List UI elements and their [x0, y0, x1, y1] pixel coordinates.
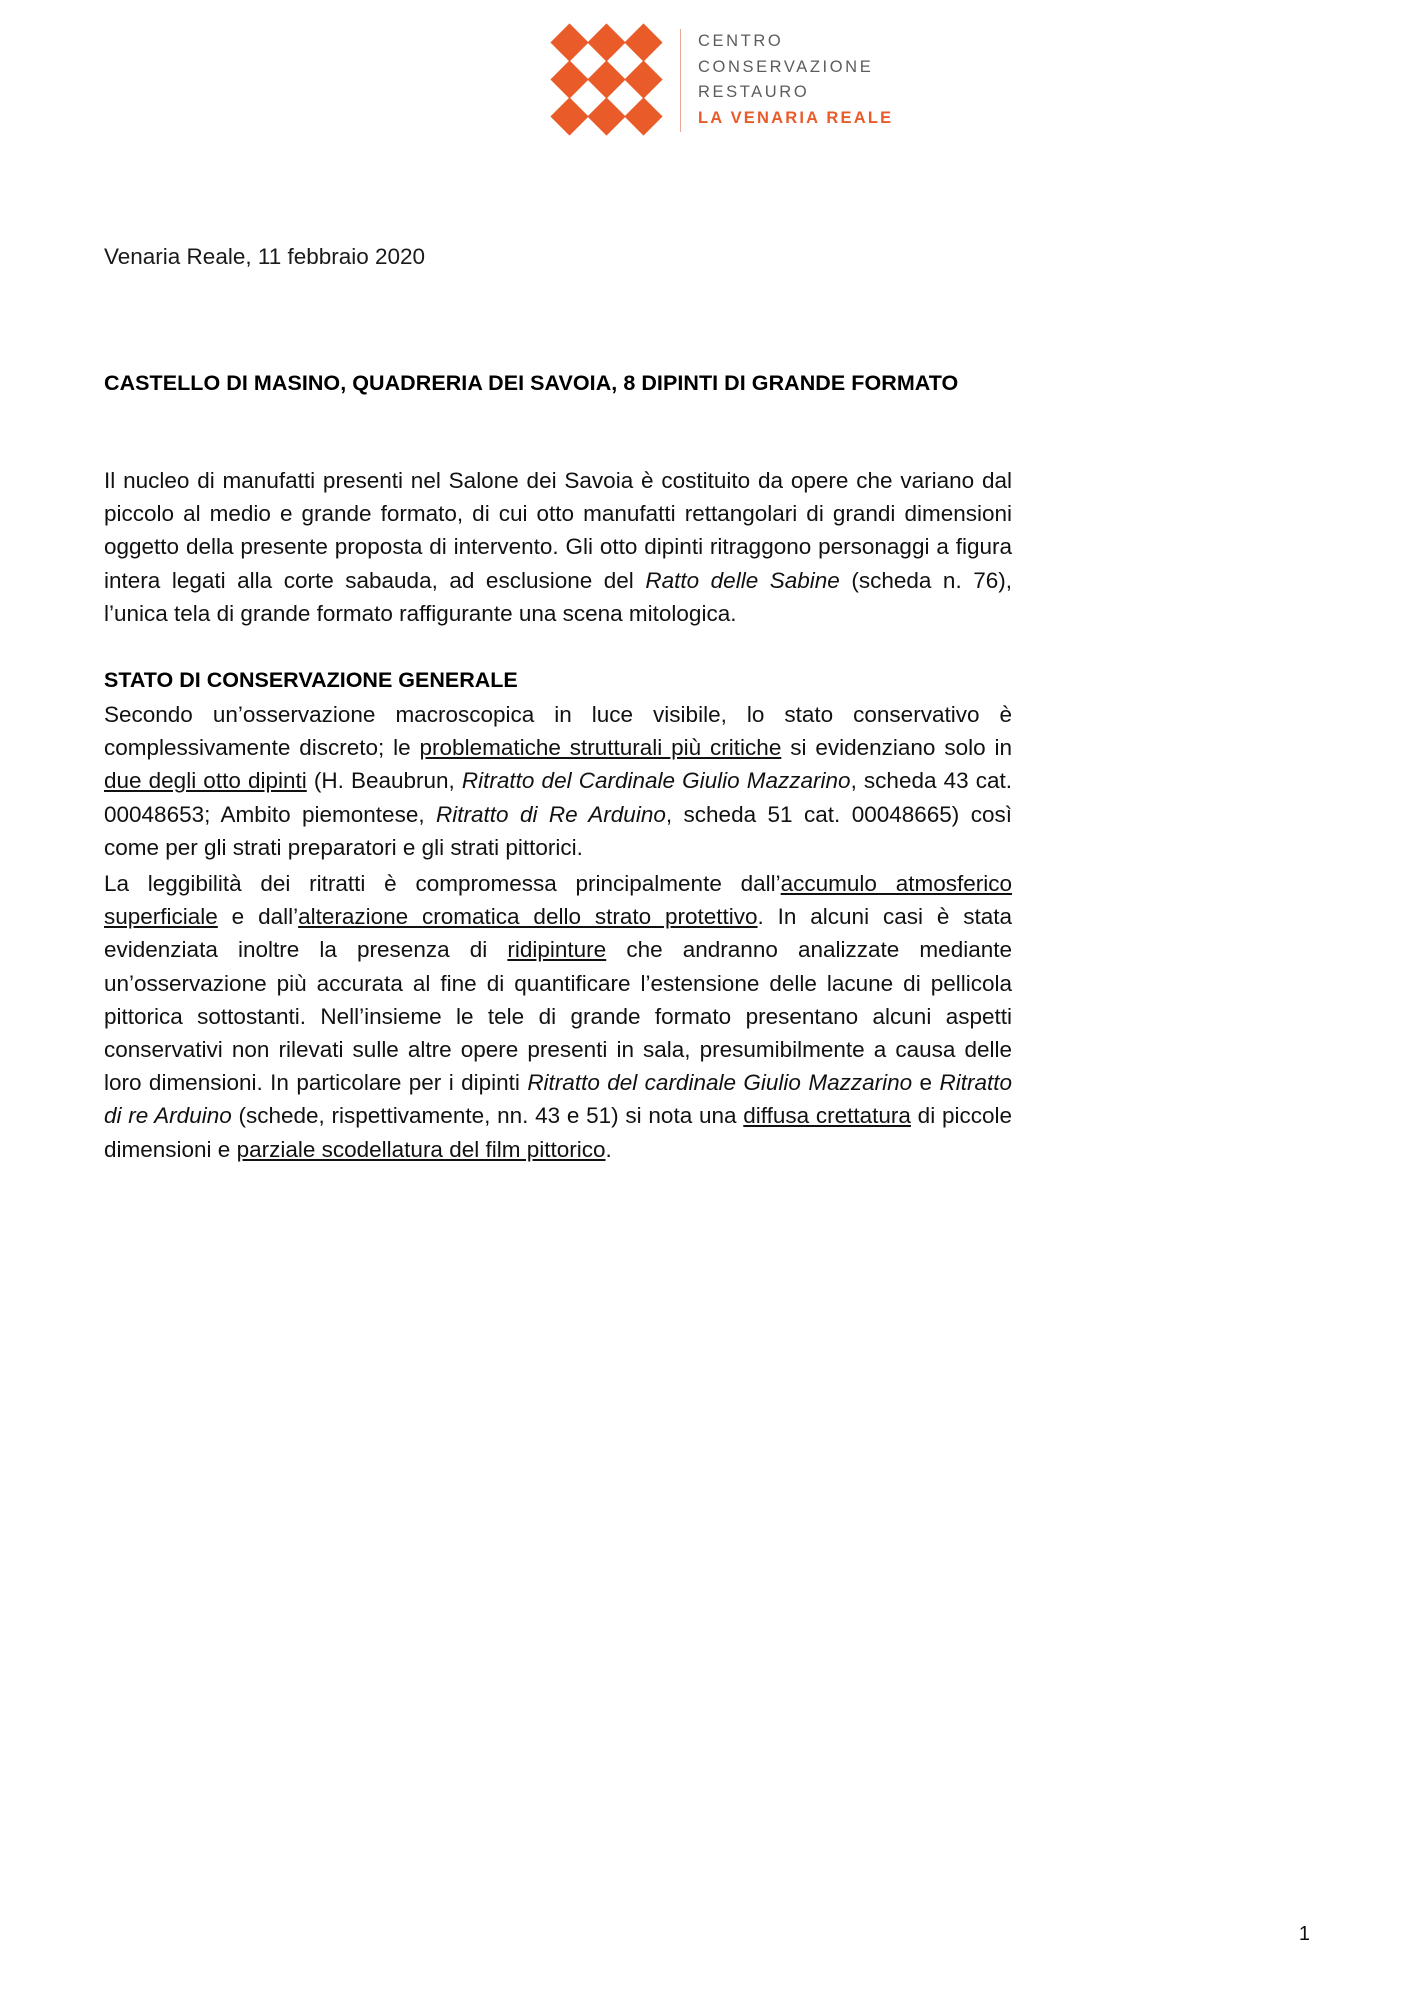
intro-text-part-2: (scheda n. 76), l’unica tela di grande formato raffigurante una scena mitologica. — [104, 567, 1012, 626]
underlined-accumulo-atmosferico-superficiale: accumulo atmosferico superficiale — [104, 871, 1012, 930]
artwork-title-cardinale-mazzarino: Ritratto del Cardinale Giulio Mazzarino — [461, 768, 851, 794]
paragraph-leggibilita — [104, 867, 1012, 1166]
logo-line-conservazione: CONSERVAZIONE — [698, 57, 874, 76]
intro-text-part-1: Il nucleo di manufatti presenti nel Salone dei Savoia è costituito da opere che variano dal piccolo al medio e grande formato, di cui otto manufatti rettangolari di grandi dimensioni oggetto della presente proposta di intervento. Gli otto dipinti ritraggono personaggi a figura intera legati alla corte sabauda, ad esclusione del — [104, 468, 1012, 593]
paragraph-stato-conservazione — [104, 698, 1012, 864]
underlined-ridipinture: ridipinture — [507, 937, 607, 963]
underlined-alterazione-cromatica: alterazione cromatica dello strato protettivo — [298, 904, 758, 930]
page-number: 1 — [1298, 1923, 1310, 1945]
legibility-text-part-8: . — [605, 1136, 612, 1162]
underlined-due-degli-otto-dipinti: due degli otto dipinti — [104, 768, 307, 794]
logo-line-restauro: RESTAURO — [698, 83, 810, 101]
artwork-title-re-arduino-2: Ritratto di re Arduino — [104, 1070, 1012, 1129]
legibility-text-part-1: La leggibilità dei ritratti è compromessa principalmente dall’ — [104, 871, 781, 897]
state-text-part-5: , scheda 51 cat. 00048665) così come per gli strati preparatori e gli strati pittorici. — [104, 801, 1012, 860]
legibility-text-part-3: . In alcuni casi è stata evidenziata inoltre la presenza di — [104, 904, 1012, 963]
paragraph-intro — [104, 464, 1012, 630]
legibility-text-part-7: di piccole dimensioni e — [104, 1103, 1012, 1162]
legibility-text-part-6: (schede, rispettivamente, nn. 43 e 51) si nota una — [231, 1103, 744, 1129]
artwork-title-ratto-delle-sabine: Ratto delle Sabine — [645, 567, 840, 593]
state-text-part-2: si evidenziano solo in — [781, 735, 1012, 761]
artwork-title-cardinale-mazzarino-2: Ritratto del cardinale Giulio Mazzarino — [527, 1070, 913, 1096]
section-heading-stato-conservazione: STATO DI CONSERVAZIONE GENERALE — [104, 668, 518, 693]
legibility-text-part-4: che andranno analizzate mediante un’osservazione più accurata al fine di quantificare l’estensione delle lacune di pellicola pittorica sottostanti. Nell’insieme le tele di grande formato presentano alcuni aspetti conservativi non rilevati sulle altre opere presenti in sala, presumibilmente a causa delle loro dimensioni. In particolare per i dipinti — [104, 937, 1012, 1096]
state-text-part-4: , scheda 43 cat. 00048653; Ambito piemontese, — [104, 768, 1013, 827]
underlined-diffusa-crettatura: diffusa crettatura — [743, 1103, 911, 1129]
logo-line-centro: CENTRO — [698, 32, 784, 50]
logo-line-la-venaria-reale: LA VENARIA REALE — [698, 108, 894, 127]
legibility-text-part-5: e — [912, 1070, 940, 1096]
document-content — [104, 0, 1012, 1166]
date-line: Venaria Reale, 11 febbraio 2020 — [104, 244, 426, 269]
underlined-parziale-scodellatura: parziale scodellatura del film pittorico — [236, 1136, 606, 1162]
legibility-text-part-2: e dall’ — [217, 904, 299, 930]
underlined-problematiche-strutturali: problematiche strutturali più critiche — [419, 735, 782, 761]
artwork-title-re-arduino: Ritratto di Re Arduino — [436, 801, 666, 827]
page-title: CASTELLO DI MASINO, QUADRERIA DEI SAVOIA, 8 DIPINTI DI GRANDE FORMATO — [104, 371, 959, 395]
state-text-part-3: (H. Beaubrun, — [306, 768, 462, 794]
state-text-part-1: Secondo un’osservazione macroscopica in luce visibile, lo stato conservativo è complessivamente discreto; le — [104, 702, 1012, 761]
